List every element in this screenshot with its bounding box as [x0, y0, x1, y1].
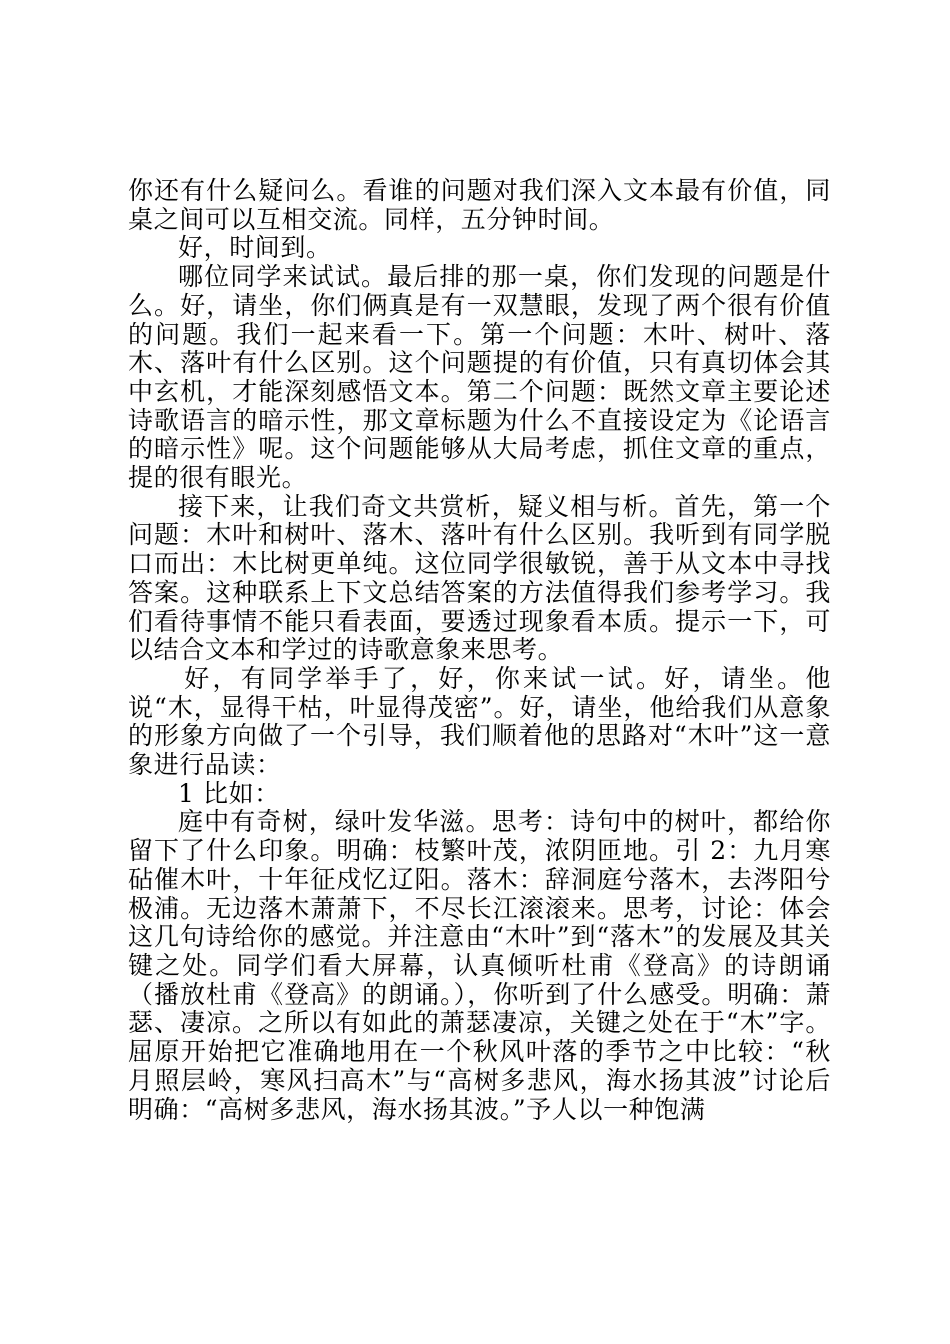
- paragraph-1: 你还有什么疑问么。看谁的问题对我们深入文本最有价值，同桌之间可以互相交流。同样，五分钟时间。: [128, 176, 831, 234]
- paragraph-2: 好，时间到。: [178, 233, 332, 263]
- paragraph-3: 哪位同学来试试。最后排的那一桌，你们发现的问题是什么。好，请坐，你们俩真是有一双慧眼，发现了两个很有价值的问题。我们一起来看一下。第一个问题：木叶、树叶、落木、落叶有什么区别。这个问题提的有价值，只有真切体会其中玄机，才能深刻感悟文本。第二个问题：既然文章主要论述诗歌语言的暗示性，那文章标题为什么不直接设定为《论语言的暗示性》呢。这个问题能够从大局考虑，抓住文章的重点，提的很有眼光。: [128, 262, 831, 493]
- paragraph-5: 好，有同学举手了，好，你来试一试。好，请坐。他说“木，显得干枯，叶显得茂密”。好，请坐，他给我们从意象的形象方向做了一个引导，我们顺着他的思路对“木叶”这一意象进行品读：: [128, 663, 831, 780]
- paragraph-7: 庭中有奇树，绿叶发华滋。思考：诗句中的树叶，都给你留下了什么印象。明确：枝繁叶茂，浓阴匝地。引 2：九月寒砧催木叶，十年征戍忆辽阳。落木：辞洞庭兮落木，去涔阳兮极浦。无边落木萧萧下，不尽长江滚滚来。思考，讨论：体会这几句诗给你的感觉。并注意由“木叶”到“落木”的发展及其关键之处。同学们看大屏幕，认真倾听杜甫《登高》的诗朗诵（播放杜甫《登高》的朗诵。），你听到了什么感受。明确：萧瑟、凄凉。之所以有如此的萧瑟凄凉，关键之处在于“木”字。屈原开始把它准确地用在一个秋风叶落的季节之中比较：“秋月照层岭，寒风扫高木”与“高树多悲风，海水扬其波”讨论后明确：“高树多悲风，海水扬其波。”予人以一种饱满: [128, 807, 831, 1124]
- paragraph-6: 1 比如：: [178, 778, 280, 808]
- document-body: [128, 177, 831, 1124]
- paragraph-4: 接下来，让我们奇文共赏析，疑义相与析。首先，第一个问题：木叶和树叶、落木、落叶有什么区别。我听到有同学脱口而出：木比树更单纯。这位同学很敏锐，善于从文本中寻找答案。这种联系上下文总结答案的方法值得我们参考学习。我们看待事情不能只看表面，要透过现象看本质。提示一下，可以结合文本和学过的诗歌意象来思考。: [128, 491, 831, 665]
